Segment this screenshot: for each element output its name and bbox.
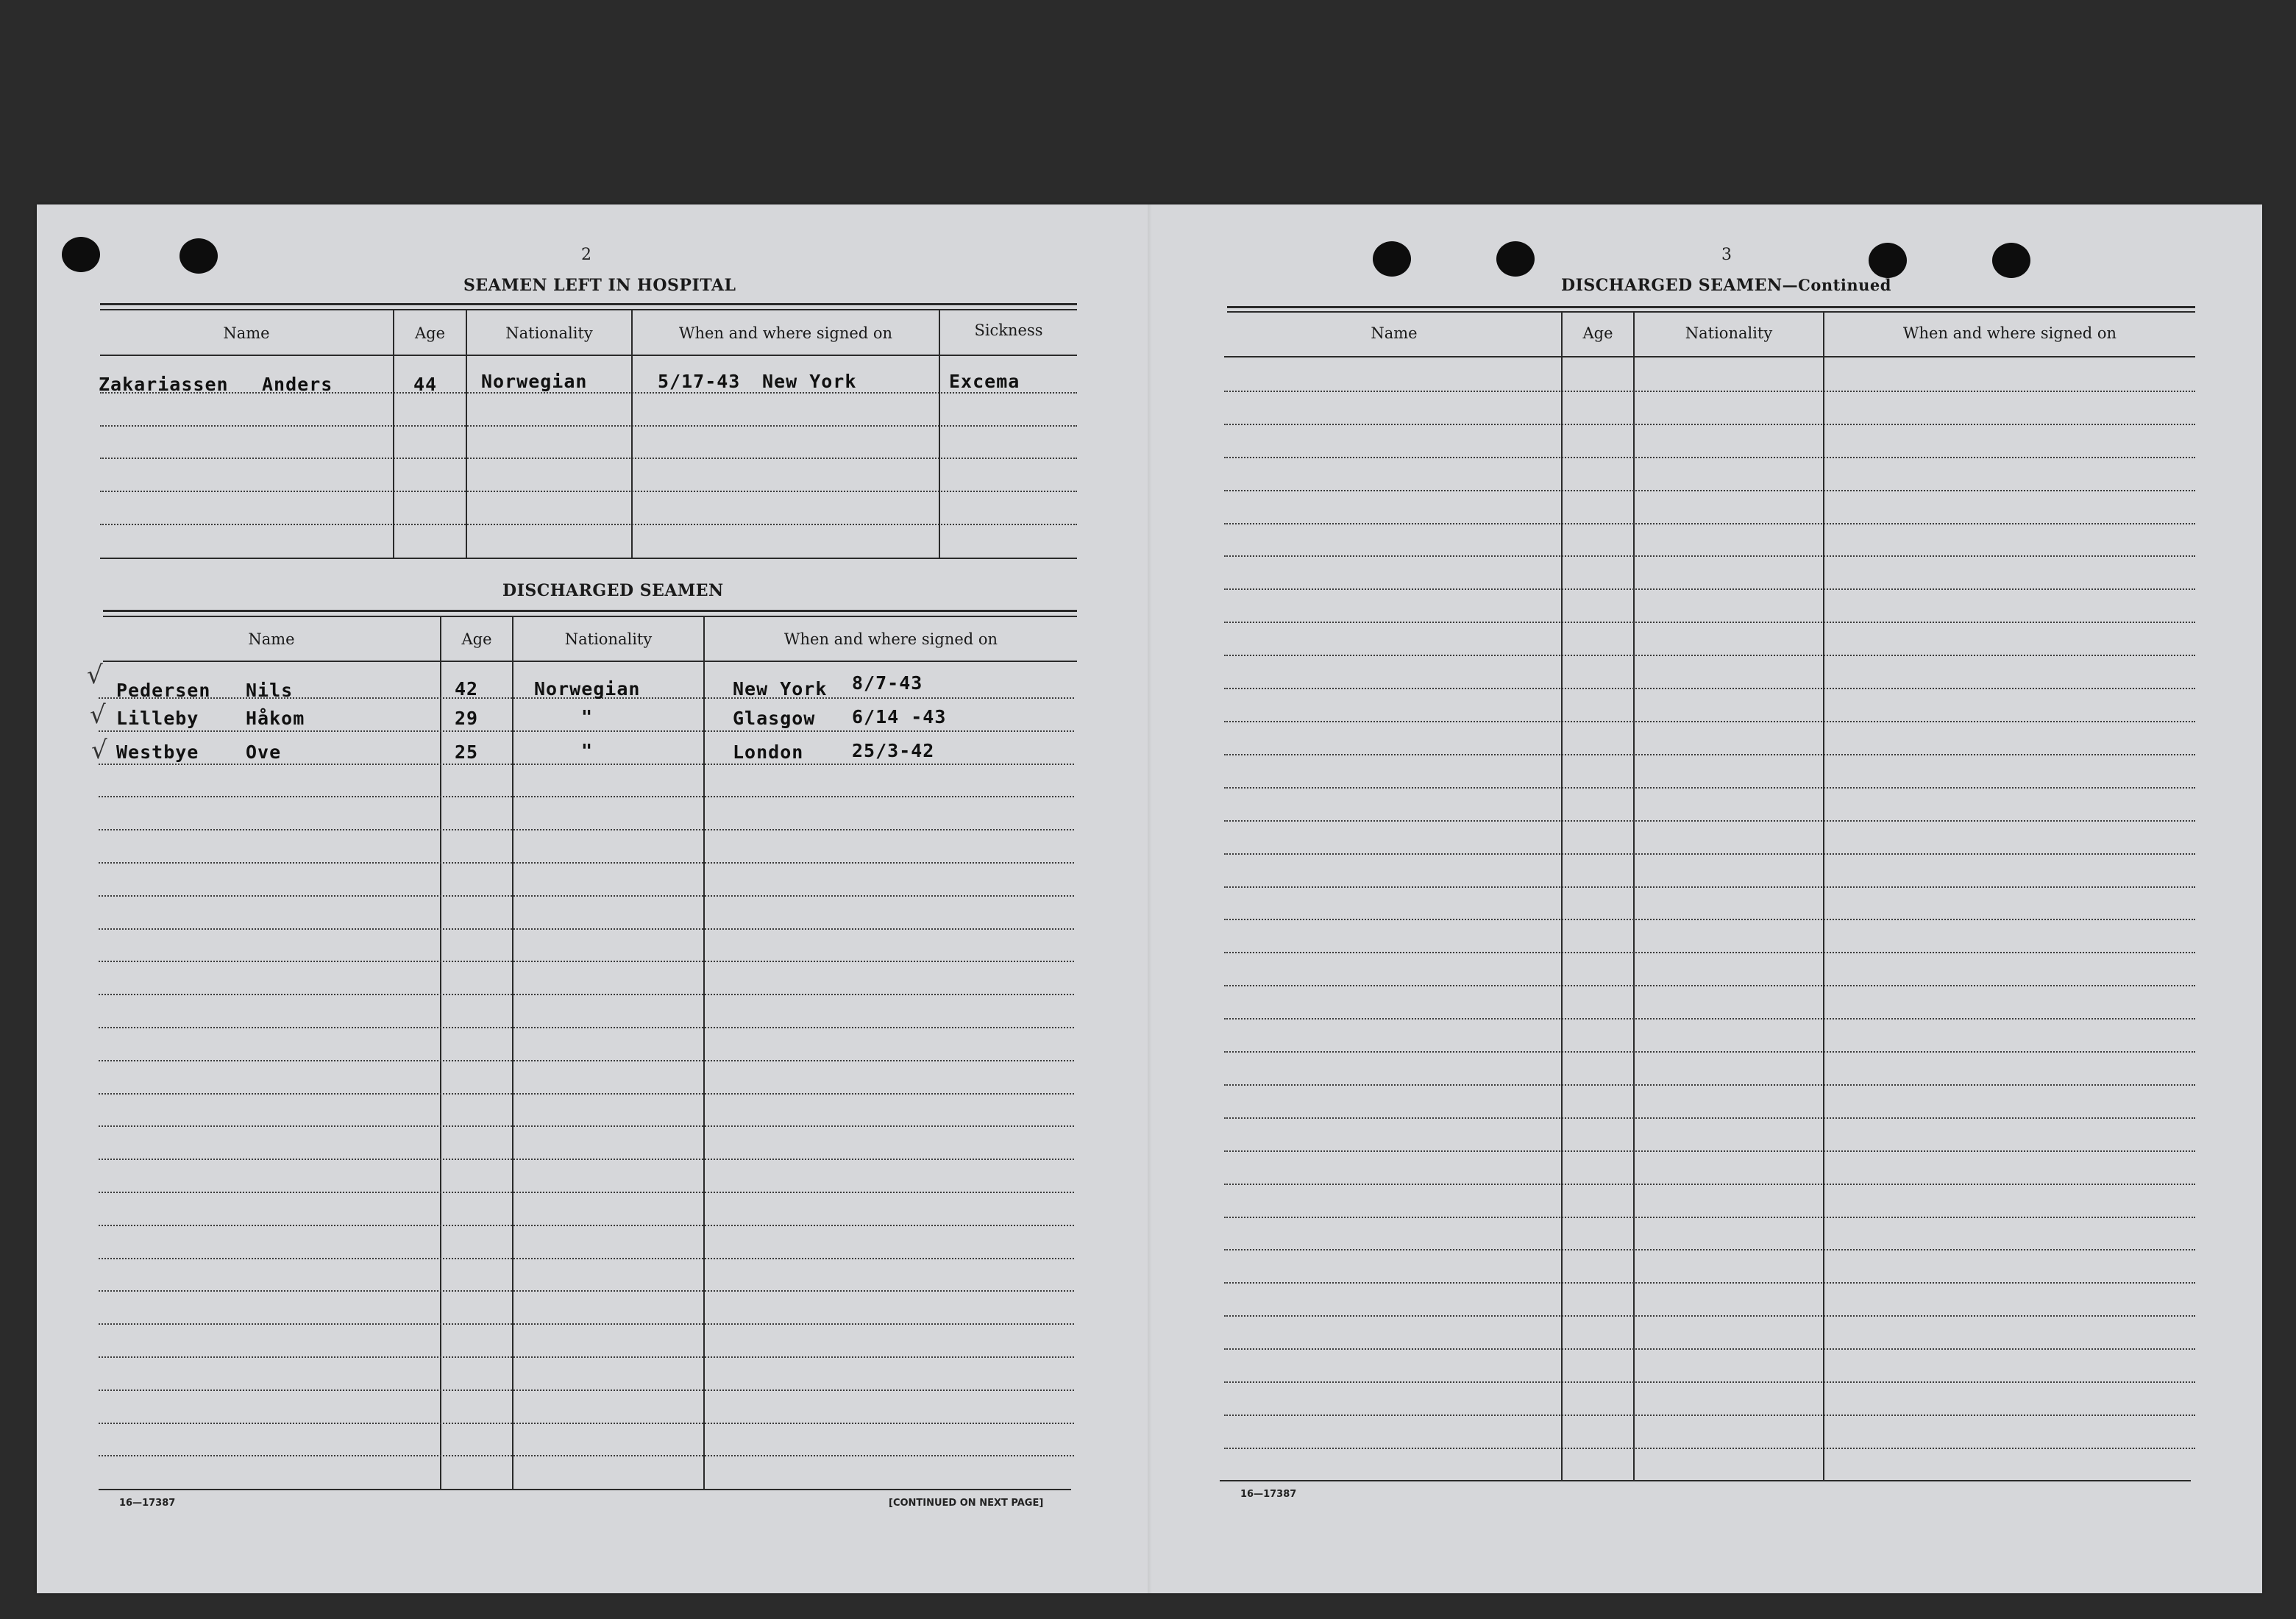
form-row-line <box>1224 1184 2195 1185</box>
form-row-line <box>1224 1051 2195 1053</box>
form-row-line <box>1224 952 2195 953</box>
discharged-age: 25 <box>455 741 479 763</box>
hospital-top-rule <box>100 303 1077 305</box>
discharged-nationality: Norwegian <box>534 678 641 700</box>
discharged-continued-title <box>1561 276 1891 295</box>
form-row-line <box>1224 1084 2195 1086</box>
discharged-date: 6/14 -43 <box>852 706 947 727</box>
form-row-line <box>1224 688 2195 689</box>
form-row-line <box>1224 1315 2195 1317</box>
discharged-top-rule <box>103 610 1077 612</box>
continued-note: [CONTINUED ON NEXT PAGE] <box>889 1498 1044 1509</box>
discharged-surname: Lilleby <box>116 708 199 729</box>
form-row-line <box>1224 490 2195 491</box>
hospital-header-rule <box>100 355 1077 356</box>
discharged-given-name: Nils <box>246 680 294 701</box>
form-row-line <box>1224 1448 2195 1449</box>
form-row-line <box>99 730 1074 732</box>
form-row-line <box>99 796 1074 797</box>
discharged-given-name: Håkom <box>246 708 305 729</box>
form-row-line <box>99 1455 1074 1456</box>
form-row-line <box>99 862 1074 864</box>
form-row-line <box>1224 919 2195 920</box>
hospital-row-line <box>100 392 1077 394</box>
discharged-place: Glasgow <box>733 708 816 729</box>
form-row-line <box>1224 1415 2195 1416</box>
hospital-bottom-rule <box>100 558 1077 559</box>
form-number-left: 16—17387 <box>119 1498 176 1509</box>
hospital-date: 5/17-43 <box>658 371 741 392</box>
hospital-col-divider <box>631 310 633 558</box>
form-row-line <box>99 1258 1074 1259</box>
discharged-age: 42 <box>455 678 479 700</box>
form-row-line <box>99 928 1074 930</box>
form-row-line <box>1224 853 2195 855</box>
form-row-line <box>1224 1348 2195 1350</box>
form-number-right: 16—17387 <box>1240 1489 1297 1500</box>
punch-hole <box>1992 243 2030 278</box>
discharged-col-divider <box>703 617 705 1489</box>
form-row-line <box>1224 985 2195 986</box>
discharged-continued-suffix: —Continued <box>1782 276 1891 294</box>
check-mark: √ <box>87 661 103 690</box>
form-row-line <box>99 1225 1074 1226</box>
hospital-col-divider <box>939 310 940 558</box>
form-row-line <box>1224 391 2195 392</box>
discharged-place: London <box>733 741 804 763</box>
punch-hole <box>62 237 100 272</box>
check-mark: √ <box>90 700 106 730</box>
form-row-line <box>1224 1282 2195 1284</box>
hospital-header-signed-on: When and where signed on <box>678 324 893 342</box>
form-row-line <box>99 1323 1074 1325</box>
form-row-line <box>99 1356 1074 1358</box>
form-row-line <box>1224 886 2195 888</box>
right-col-divider <box>1633 313 1635 1480</box>
form-row-line <box>1224 655 2195 656</box>
form-row-line <box>99 1027 1074 1028</box>
right-col-divider <box>1561 313 1563 1480</box>
form-row-line <box>1224 1018 2195 1020</box>
right-col-divider <box>1823 313 1824 1480</box>
hospital-row-line <box>100 425 1077 427</box>
page-number-right: 3 <box>1721 246 1732 264</box>
right-bottom-rule <box>1220 1480 2191 1481</box>
punch-hole <box>1869 243 1907 278</box>
discharged-date: 8/7-43 <box>852 672 923 694</box>
form-row-line <box>1224 820 2195 822</box>
form-row-line <box>1224 787 2195 789</box>
discharged-nationality: " <box>581 706 594 727</box>
form-row-line <box>99 961 1074 962</box>
discharged-top-rule-2 <box>103 616 1077 617</box>
form-row-line <box>99 1290 1074 1292</box>
form-row-line <box>99 1093 1074 1095</box>
right-header-name: Name <box>1371 324 1418 342</box>
hospital-header-name: Name <box>223 324 270 342</box>
hospital-section-title: SEAMEN LEFT IN HOSPITAL <box>463 276 736 295</box>
form-row-line <box>99 895 1074 897</box>
hospital-col-divider <box>466 310 467 558</box>
punch-hole <box>1373 241 1411 277</box>
hospital-age: 44 <box>413 374 438 395</box>
page-fold <box>1148 204 1152 1593</box>
discharged-section-title: DISCHARGED SEAMEN <box>502 581 724 600</box>
form-row-line <box>99 1192 1074 1193</box>
form-row-line <box>1224 1117 2195 1119</box>
right-top-rule-2 <box>1227 311 2195 313</box>
discharged-col-divider <box>440 617 441 1489</box>
right-header-nationality: Nationality <box>1685 324 1773 342</box>
form-row-line <box>1224 588 2195 590</box>
punch-hole <box>180 238 218 274</box>
hospital-row-line <box>100 458 1077 459</box>
hospital-header-nationality: Nationality <box>505 324 593 342</box>
form-row-line <box>99 1390 1074 1391</box>
hospital-row-line <box>100 524 1077 525</box>
check-mark: √ <box>91 736 107 765</box>
form-row-line <box>99 829 1074 830</box>
discharged-age: 29 <box>455 708 479 729</box>
form-row-line <box>1224 1217 2195 1218</box>
form-row-line <box>99 1159 1074 1160</box>
hospital-top-rule-2 <box>100 309 1077 310</box>
form-row-line <box>99 1423 1074 1424</box>
right-header-signed-on: When and where signed on <box>1902 324 2117 342</box>
form-row-line <box>1224 1150 2195 1152</box>
form-row-line <box>1224 1381 2195 1383</box>
discharged-surname: Westbye <box>116 741 199 763</box>
hospital-sickness: Excema <box>949 371 1020 392</box>
hospital-col-divider <box>393 310 394 558</box>
hospital-place: New York <box>762 371 857 392</box>
form-row-line <box>1224 457 2195 458</box>
discharged-header-nationality: Nationality <box>564 630 653 648</box>
discharged-header-name: Name <box>248 630 295 648</box>
right-header-rule <box>1224 356 2195 357</box>
discharged-place: New York <box>733 678 828 700</box>
discharged-given-name: Ove <box>246 741 282 763</box>
form-row-line <box>1224 622 2195 623</box>
discharged-nationality: " <box>581 740 594 761</box>
right-header-age: Age <box>1582 324 1613 342</box>
discharged-bottom-rule <box>99 1489 1071 1490</box>
discharged-header-rule <box>103 661 1077 662</box>
discharged-surname: Pedersen <box>116 680 211 701</box>
page-number-left: 2 <box>581 246 591 264</box>
form-row-line <box>99 994 1074 995</box>
hospital-given-name: Anders <box>262 374 333 395</box>
form-row-line <box>1224 523 2195 524</box>
hospital-surname: Zakariassen <box>99 374 229 395</box>
form-row-line <box>99 764 1074 765</box>
form-row-line <box>1224 424 2195 425</box>
discharged-header-signed-on: When and where signed on <box>783 630 998 648</box>
punch-hole <box>1496 241 1535 277</box>
form-row-line <box>1224 555 2195 557</box>
form-row-line <box>99 1125 1074 1127</box>
form-row-line <box>1224 1249 2195 1250</box>
form-row-line <box>1224 754 2195 755</box>
form-row-line <box>1224 721 2195 722</box>
hospital-row-line <box>100 491 1077 492</box>
form-row-line <box>99 1060 1074 1061</box>
discharged-col-divider <box>512 617 513 1489</box>
right-top-rule <box>1227 306 2195 308</box>
discharged-date: 25/3-42 <box>852 740 935 761</box>
hospital-nationality: Norwegian <box>481 371 588 392</box>
discharged-header-age: Age <box>461 630 492 648</box>
hospital-header-sickness: Sickness <box>974 321 1043 339</box>
hospital-header-age: Age <box>414 324 446 342</box>
discharged-continued-title-main: DISCHARGED SEAMEN <box>1561 276 1783 295</box>
